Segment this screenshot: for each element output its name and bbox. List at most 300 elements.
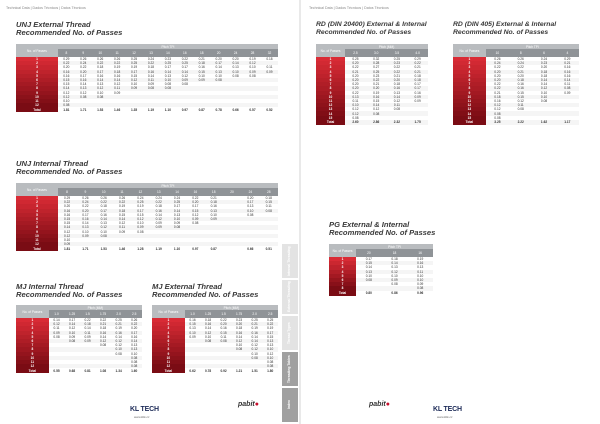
total-cell: 0.81 [84,368,91,373]
depth-cell: 0.20 [63,65,70,70]
depth-cell: 0.22 [407,61,428,65]
depth-cell: 0.11 [80,331,96,335]
depth-cell: 0.25 [251,318,258,323]
total-cell: 3.25 [486,120,509,125]
pitch-column-header: 2.0 [111,310,127,318]
depth-cell: 0.21 [407,70,428,74]
depth-cell: 0.12 [373,107,380,112]
depth-cell: 0.12 [80,90,87,95]
depth-cell: 0.08 [232,73,239,78]
depth-cell: 0.08 [164,82,171,87]
pitch-column-header: 14 [168,188,186,196]
depth-cell: 0.18 [109,70,126,74]
depth-cell: 0.18 [204,318,212,323]
depth-cell: 0.08 [247,212,254,217]
depth-cell: 0.17 [365,257,372,262]
depth-cell: 0.16 [111,331,127,335]
depth-cell: 0.18 [80,322,96,326]
depth-cell: 0.08 [247,356,263,360]
depth-cell: 0.25 [176,61,193,65]
pass-number-cell: 7 [453,82,486,86]
depth-cell: 0.10 [249,65,256,70]
passes-column-header: No. of Passes [152,305,185,318]
depth-cell: 0.25 [393,57,401,62]
pass-number-cell: 4 [16,209,58,213]
depth-cell: 0.22 [95,200,113,204]
depth-cell: 0.19 [115,326,122,331]
depth-cell: 0.21 [95,322,111,326]
depth-cell: 0.18 [265,196,272,201]
total-cell: 1.80 [267,368,274,373]
pass-number-cell: 11 [152,360,185,364]
depth-cell: 0.16 [95,331,111,335]
total-row [16,246,278,251]
depth-cell: 0.10 [262,347,278,351]
depth-cell: 0.22 [517,65,524,70]
pass-number-cell: 12 [453,103,486,107]
pitch-column-header: 18 [193,49,210,57]
depth-cell: 0.16 [564,65,571,70]
depth-cell: 0.19 [417,257,424,262]
depth-cell: 0.13 [356,270,382,274]
depth-cell: 0.12 [345,111,366,115]
total-cell: 1.35 [130,107,138,112]
depth-cell: 0.08 [260,209,278,213]
depth-cell: 0.13 [205,209,223,213]
depth-cell: 0.10 [63,98,70,103]
depth-cell: 0.09 [205,217,223,221]
pabit-wordmark: pabit [369,401,386,408]
total-cell: 1.46 [118,246,126,251]
total-cell: 2.60 [345,120,366,125]
depth-cell: 0.22 [181,57,188,62]
depth-cell: 0.15 [185,322,201,326]
pass-number-cell: 8 [316,86,345,90]
depth-cell: 0.14 [155,212,162,217]
depth-cell: 0.10 [215,73,222,78]
depth-cell: 0.26 [82,196,89,201]
depth-cell: 0.20 [232,57,239,62]
depth-cell: 0.09 [68,334,76,339]
depth-cell: 0.17 [262,331,278,335]
depth-cell: 0.09 [176,78,193,82]
depth-cell: 0.14 [100,334,107,339]
pass-number-cell: 5 [152,335,185,339]
depth-cell: 0.16 [509,86,532,90]
depth-cell: 0.09 [126,86,143,90]
rd-405-title [453,21,595,38]
mj-internal-title [16,283,146,300]
pitch-column-header: 13 [143,49,160,57]
pitch-group-header: Pitch (MM) [185,305,278,310]
depth-cell: 0.29 [63,57,70,62]
total-cell: 1.34 [115,368,122,373]
side-tab-types[interactable]: Thread Types [282,316,298,350]
depth-cell: 0.17 [80,73,87,78]
rd-20400-title-line1: RD (DIN 20400) External & Internal [316,21,427,28]
pitch-group-header: Pitch (MM) [49,305,142,310]
depth-cell: 0.17 [210,61,227,65]
pitch-column-header: 14 [159,49,176,57]
mj-external-title-line2: Recommended No. of Passes [152,290,259,300]
depth-cell: 0.11 [266,65,273,70]
depth-cell: 0.08 [100,343,107,348]
depth-cell: 0.26 [80,57,87,62]
pitch-column-header: 12 [126,49,143,57]
depth-cell: 0.14 [215,65,222,70]
total-cell: 0.86 [391,291,398,295]
pass-number-cell: 10 [453,95,486,99]
pitch-column-header: 2.5 [262,310,278,318]
depth-cell: 0.10 [111,347,127,351]
pass-number-cell: 3 [16,204,58,208]
depth-cell: 0.17 [407,86,428,90]
total-row [16,368,142,373]
depth-cell: 0.16 [189,318,196,323]
depth-cell: 0.15 [130,73,138,78]
pass-number-cell: 15 [316,116,345,120]
depth-cell: 0.14 [58,225,76,229]
depth-cell: 0.26 [494,57,501,62]
depth-cell: 0.12 [192,212,199,217]
depth-cell: 0.10 [198,73,205,78]
depth-cell: 0.26 [118,196,126,201]
depth-cell: 0.11 [143,78,160,82]
depth-cell: 0.12 [244,61,261,65]
depth-cell: 0.18 [407,78,428,82]
depth-cell: 0.12 [95,339,111,343]
depth-cell: 0.09 [417,282,424,287]
pass-number-cell: 5 [329,274,356,278]
depth-cell: 0.14 [204,326,212,331]
depth-cell: 0.08 [95,234,113,238]
depth-cell: 0.08 [115,351,122,356]
depth-cell: 0.14 [176,70,193,74]
depth-cell: 0.11 [113,225,131,229]
depth-cell: 0.13 [210,70,227,74]
depth-cell: 0.12 [92,86,109,90]
depth-cell: 0.16 [114,73,121,78]
depth-cell: 0.18 [393,82,401,87]
pitch-group-header: Pitch (MM) [345,44,428,49]
depth-cell: 0.22 [113,200,131,204]
depth-cell: 0.13 [126,347,142,351]
kl-tech-wordmark: KL TECH [433,405,462,413]
depth-cell: 0.09 [131,225,149,229]
pitch-column-header: 8 [58,49,75,57]
depth-cell: 0.24 [155,196,162,201]
total-row [329,291,433,296]
depth-cell: 0.10 [532,95,555,99]
pass-number-cell: 1 [453,57,486,61]
depth-cell: 0.22 [366,78,387,82]
depth-cell: 0.16 [517,82,524,87]
depth-cell: 0.13 [189,326,196,331]
depth-cell: 0.12 [115,343,122,348]
depth-cell: 0.12 [150,217,168,221]
mj-external-title-line1: MJ External Thread [152,282,223,291]
depth-cell: 0.10 [417,273,424,278]
pass-number-cell: 15 [453,116,486,120]
depth-cell: 0.12 [247,347,263,351]
depth-cell: 0.13 [232,65,239,70]
depth-cell: 0.08 [92,95,109,99]
pitch-group-header: Pitch TPI [58,183,278,188]
depth-cell: 0.12 [494,107,501,112]
pass-number-cell: 10 [316,95,345,99]
depth-cell: 0.12 [114,82,121,87]
depth-cell: 0.09 [84,334,91,339]
pass-number-cell: 8 [329,286,356,290]
depth-cell: 0.18 [97,65,104,70]
depth-cell: 0.22 [352,90,359,95]
total-cell: 1.81 [63,246,71,251]
passes-column-header: No. of Passes [16,305,49,318]
total-row [152,368,278,373]
total-cell: 1.19 [147,107,155,112]
depth-cell: 0.29 [414,57,421,62]
depth-cell: 0.12 [382,270,408,274]
depth-cell: 0.22 [486,86,509,90]
depth-cell: 0.14 [53,318,60,323]
depth-cell: 0.26 [131,318,138,323]
depth-cell: 0.08 [168,225,186,229]
pass-number-cell: 7 [316,82,345,86]
total-cell: 0.68 [68,368,76,373]
depth-cell: 0.20 [366,86,387,90]
kl-tech-url: www.kltk.cz [134,415,150,419]
pitch-group-header: Pitch TPI [58,44,278,49]
depth-cell: 0.19 [251,326,258,331]
pass-number-cell: 12 [16,364,49,368]
depth-cell: 0.12 [95,225,113,229]
pass-number-cell: 2 [16,322,49,326]
pass-number-cell: 9 [16,91,58,95]
depth-cell: 0.13 [267,343,274,348]
depth-cell: 0.08 [356,278,382,282]
depth-cell: 0.15 [63,82,70,87]
pitch-column-header: 32 [261,49,278,57]
depth-cell: 0.17 [126,331,142,335]
total-label-cell: Total [316,120,345,125]
depth-cell: 0.21 [393,73,401,78]
depth-cell: 0.08 [64,339,80,343]
pass-number-cell: 5 [453,74,486,78]
kl-tech-wordmark: KL TECH [130,405,159,413]
depth-cell: 0.20 [345,61,366,65]
depth-cell: 0.10 [137,221,144,226]
depth-cell: 0.15 [118,212,126,217]
pitch-column-header: 10 [486,49,509,57]
pitch-column-header: 10 [95,188,113,196]
depth-cell: 0.09 [382,278,408,282]
pass-number-cell: 6 [453,78,486,82]
depth-cell: 0.14 [382,261,408,265]
pass-number-cell: 8 [152,347,185,351]
depth-cell: 0.08 [210,78,227,82]
total-cell: 1.17 [556,120,579,125]
total-cell: 0.62 [189,368,196,373]
depth-cell: 0.08 [181,82,188,87]
unj-internal-title [16,160,186,177]
mj-internal-table [16,305,142,373]
pass-number-cell: 8 [16,347,49,351]
depth-cell: 0.13 [262,339,278,343]
total-cell: 0.96 [417,291,424,295]
depth-cell: 0.12 [68,326,76,331]
pass-number-cell: 2 [329,261,356,265]
unj-external-title [16,21,186,38]
depth-cell: 0.13 [247,204,254,209]
depth-cell: 0.10 [64,331,80,335]
pass-number-cell: 3 [329,265,356,269]
depth-cell: 0.08 [494,115,501,120]
pass-number-cell: 7 [152,343,185,347]
depth-cell: 0.20 [352,73,359,78]
pitch-column-header: 8 [509,49,532,57]
pass-number-cell: 9 [453,91,486,95]
pitch-column-header: 12 [131,188,149,196]
depth-cell: 0.22 [58,200,76,204]
pass-number-cell: 3 [16,65,58,69]
side-tab-index[interactable]: Index [282,388,298,422]
pitch-column-header: 1.0 [49,310,65,318]
depth-cell: 0.13 [417,265,424,270]
depth-cell: 0.12 [131,217,149,221]
pass-number-cell: 2 [453,61,486,65]
depth-cell: 0.08 [517,107,524,112]
page-right [301,0,600,424]
side-tab-tables[interactable]: Threading Tables [282,352,298,386]
depth-cell: 0.08 [159,86,176,90]
pass-number-cell: 1 [16,57,58,61]
side-tab-internal[interactable]: Internal Threading [282,244,298,278]
total-cell: 0.87 [210,246,217,251]
depth-cell: 0.13 [76,225,94,229]
depth-cell: 0.11 [265,204,272,209]
depth-cell: 0.18 [532,70,555,74]
mj-external-title [152,283,282,300]
depth-cell: 0.20 [76,209,94,213]
pitch-column-header: 18 [382,249,408,257]
depth-cell: 0.17 [92,70,109,74]
total-row [316,120,428,125]
depth-cell: 0.22 [220,318,227,323]
pass-number-cell: 4 [152,331,185,335]
depth-cell: 0.13 [393,90,401,95]
pass-number-cell: 8 [16,225,58,229]
depth-cell: 0.10 [210,212,217,217]
passes-column-header: No. of Passes [329,244,356,257]
depth-cell: 0.09 [155,221,162,226]
depth-cell: 0.09 [80,339,96,343]
total-cell: 1.71 [80,107,87,112]
pass-number-cell: 14 [316,111,345,115]
depth-cell: 0.11 [109,86,126,90]
depth-cell: 0.08 [486,111,509,115]
pass-number-cell: 6 [16,217,58,221]
depth-cell: 0.12 [352,107,359,112]
depth-cell: 0.22 [192,196,199,201]
depth-cell: 0.12 [126,78,143,82]
depth-cell: 0.26 [100,196,107,201]
depth-cell: 0.18 [414,73,421,78]
total-cell: 1.28 [137,246,144,251]
depth-cell: 0.18 [391,257,398,262]
depth-cell: 0.29 [564,57,571,62]
pass-number-cell: 11 [453,99,486,103]
depth-cell: 0.10 [82,229,89,234]
pitch-column-header: 20 [223,188,241,196]
depth-cell: 0.25 [267,318,274,323]
depth-cell: 0.23 [373,73,380,78]
pitch-column-header: 3.5 [387,49,408,57]
depth-cell: 0.16 [75,78,92,82]
pass-number-cell: 6 [316,78,345,82]
pass-number-cell: 4 [16,331,49,335]
depth-cell: 0.19 [118,204,126,209]
depth-cell: 0.22 [58,61,75,65]
depth-cell: 0.14 [95,217,113,221]
total-cell: 1.62 [532,120,555,125]
pass-number-cell: 9 [152,352,185,356]
depth-cell: 0.08 [249,73,256,78]
depth-cell: 0.25 [366,70,387,74]
depth-cell: 0.08 [126,356,142,360]
unj-external-title-line2: Recommended No. of Passes [16,28,123,38]
side-tab-external[interactable]: External Threading [282,280,298,314]
depth-cell: 0.08 [540,98,548,103]
total-cell: 0.80 [365,291,372,295]
depth-cell: 0.16 [143,70,160,74]
depth-cell: 0.17 [173,204,181,209]
depth-cell: 0.25 [131,200,149,204]
pabit-dot-icon: ● [254,401,259,408]
depth-cell: 0.18 [147,65,155,70]
pitch-column-header: 1.75 [231,310,247,318]
depth-cell: 0.10 [185,331,201,335]
pass-number-cell: 7 [329,282,356,286]
total-cell: 0.78 [215,107,222,112]
depth-cell: 0.16 [100,212,107,217]
depth-cell: 0.11 [564,82,571,87]
pass-number-cell: 10 [16,95,58,99]
pass-number-cell: 10 [16,356,49,360]
depth-cell: 0.08 [192,221,199,226]
pitch-column-header: 9 [76,188,94,196]
depth-cell: 0.21 [509,70,532,74]
pass-number-cell: 7 [16,82,58,86]
total-cell: 0.55 [53,368,60,373]
pitch-column-header: 1.5 [216,310,232,318]
depth-cell: 0.16 [58,70,75,74]
pabit-dot-icon: ● [385,401,390,408]
pitch-column-header: 1.25 [64,310,80,318]
mj-internal-title-line1: MJ Internal Thread [16,282,84,291]
depth-cell: 0.26 [97,57,104,62]
depth-cell: 0.10 [251,351,258,356]
depth-cell: 0.15 [58,217,76,221]
passes-column-header: No. of Passes [316,44,345,57]
depth-cell: 0.11 [220,334,227,339]
pitch-column-header: 28 [260,188,278,196]
depth-cell: 0.09 [58,242,76,246]
depth-cell: 0.16 [220,326,227,331]
pass-number-cell: 13 [316,107,345,111]
depth-cell: 0.15 [216,331,232,335]
depth-cell: 0.16 [63,212,71,217]
depth-cell: 0.08 [137,229,144,234]
